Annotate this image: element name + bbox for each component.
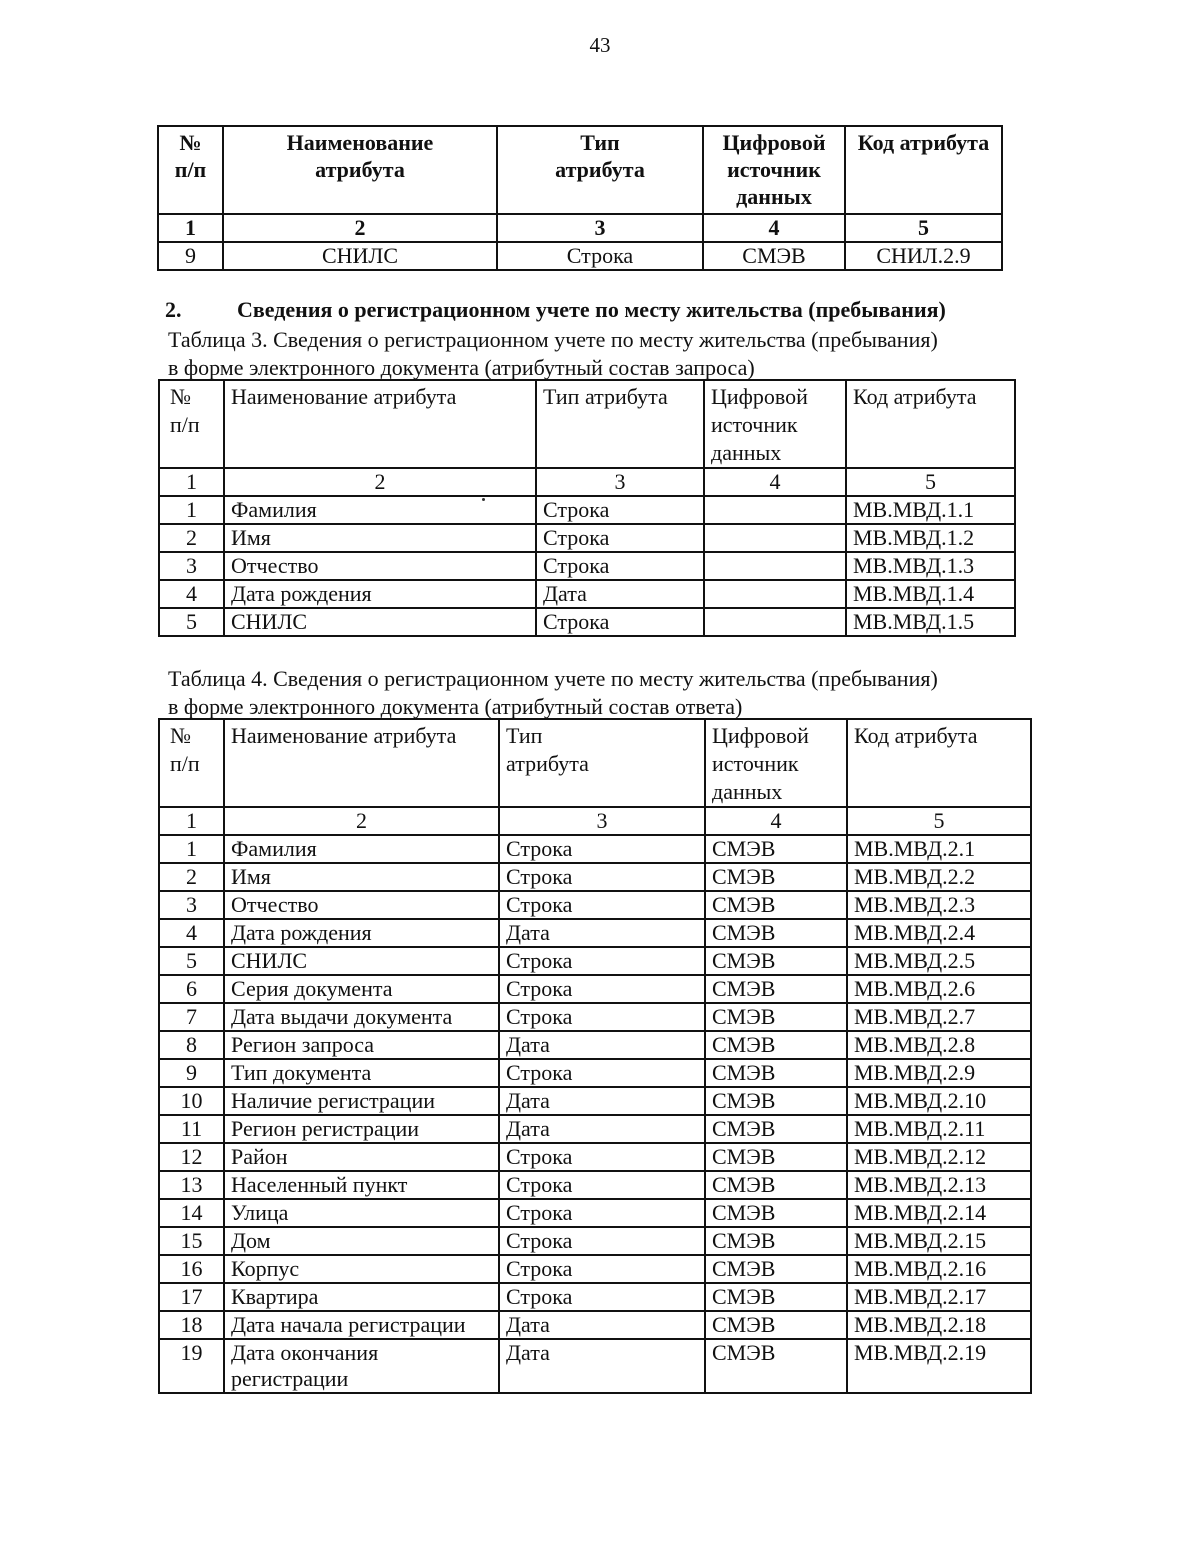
attribute-code: МВ.МВД.2.10 (847, 1087, 1031, 1115)
row-number: 2 (159, 863, 224, 891)
header-cell: № п/п (159, 719, 224, 807)
header-cell: Цифровой источник данных (705, 719, 847, 807)
data-source: СМЭВ (705, 1059, 847, 1087)
index-cell: 2 (224, 468, 536, 496)
table-row (159, 524, 1015, 552)
attribute-type: Строка (499, 835, 705, 863)
table-row (159, 947, 1031, 975)
data-source: СМЭВ (705, 1339, 847, 1393)
attribute-name: Имя (224, 524, 536, 552)
attribute-type: Дата (499, 1087, 705, 1115)
attribute-type: Дата (536, 580, 704, 608)
row-number: 13 (159, 1171, 224, 1199)
row-number: 2 (159, 524, 224, 552)
index-cell: 2 (223, 214, 497, 242)
attribute-type: Строка (499, 1143, 705, 1171)
attribute-code: МВ.МВД.2.6 (847, 975, 1031, 1003)
data-source: СМЭВ (705, 1115, 847, 1143)
data-source: СМЭВ (703, 242, 845, 270)
data-source: СМЭВ (705, 1003, 847, 1031)
column-index-row (159, 807, 1031, 835)
section-number: 2. (165, 297, 182, 322)
data-source: СМЭВ (705, 891, 847, 919)
attribute-type: Строка (499, 1003, 705, 1031)
data-source (704, 552, 846, 580)
index-cell: 1 (159, 807, 224, 835)
section-heading (165, 297, 946, 323)
attribute-name: Дата окончания регистрации (224, 1339, 499, 1393)
attribute-name: Дата рождения (224, 919, 499, 947)
data-source (704, 524, 846, 552)
row-number: 16 (159, 1255, 224, 1283)
attribute-type: Строка (536, 496, 704, 524)
index-cell: 2 (224, 807, 499, 835)
attribute-type: Строка (499, 863, 705, 891)
index-cell: 5 (847, 807, 1031, 835)
scan-speck (482, 498, 485, 501)
row-number: 4 (159, 580, 224, 608)
attribute-name: Тип документа (224, 1059, 499, 1087)
table3-caption-line2: в форме электронного документа (атрибутный состав запроса) (168, 355, 755, 380)
header-cell: Тип атрибута (536, 380, 704, 468)
attributes-table-continued (157, 125, 1003, 271)
data-source (704, 608, 846, 636)
attribute-code: МВ.МВД.2.17 (847, 1283, 1031, 1311)
row-number: 9 (159, 1059, 224, 1087)
attribute-type: Дата (499, 1115, 705, 1143)
attribute-name: Дата выдачи документа (224, 1003, 499, 1031)
attribute-code: МВ.МВД.2.16 (847, 1255, 1031, 1283)
table-row (159, 1115, 1031, 1143)
attribute-code: МВ.МВД.2.19 (847, 1339, 1031, 1393)
attribute-name: Отчество (224, 552, 536, 580)
table-row (158, 242, 1002, 270)
attribute-type: Строка (499, 1171, 705, 1199)
table-row (159, 835, 1031, 863)
table-row (159, 863, 1031, 891)
attribute-type: Дата (499, 1311, 705, 1339)
table-row (159, 1255, 1031, 1283)
attribute-name: Населенный пункт (224, 1171, 499, 1199)
attribute-name: Регион запроса (224, 1031, 499, 1059)
attribute-type: Строка (499, 1059, 705, 1087)
attribute-code: МВ.МВД.2.11 (847, 1115, 1031, 1143)
attribute-name: Фамилия (224, 496, 536, 524)
attribute-name: Дата начала регистрации (224, 1311, 499, 1339)
data-source: СМЭВ (705, 1227, 847, 1255)
attribute-code: МВ.МВД.2.2 (847, 863, 1031, 891)
attribute-name: Наличие регистрации (224, 1087, 499, 1115)
index-cell: 3 (536, 468, 704, 496)
column-index-row (159, 468, 1015, 496)
table-row (159, 919, 1031, 947)
data-source: СМЭВ (705, 1199, 847, 1227)
section-title: Сведения о регистрационном учете по месту жительства (пребывания) (237, 297, 946, 322)
table-row (159, 552, 1015, 580)
row-number: 8 (159, 1031, 224, 1059)
header-cell: Цифровой источник данных (703, 126, 845, 214)
row-number: 18 (159, 1311, 224, 1339)
data-source: СМЭВ (705, 947, 847, 975)
attribute-code: МВ.МВД.2.4 (847, 919, 1031, 947)
index-cell: 4 (705, 807, 847, 835)
page-number: 43 (589, 33, 611, 57)
index-cell: 1 (158, 214, 223, 242)
row-number: 5 (159, 608, 224, 636)
row-number: 4 (159, 919, 224, 947)
attribute-name: Квартира (224, 1283, 499, 1311)
attribute-code: МВ.МВД.2.8 (847, 1031, 1031, 1059)
row-number: 12 (159, 1143, 224, 1171)
table4-caption (168, 665, 938, 721)
data-source: СМЭВ (705, 835, 847, 863)
attribute-type: Строка (497, 242, 703, 270)
attribute-type: Строка (536, 552, 704, 580)
data-source: СМЭВ (705, 1143, 847, 1171)
row-number: 3 (159, 891, 224, 919)
table-row (159, 1059, 1031, 1087)
attribute-code: МВ.МВД.2.3 (847, 891, 1031, 919)
attribute-code: МВ.МВД.2.12 (847, 1143, 1031, 1171)
header-cell: Цифровой источник данных (704, 380, 846, 468)
attribute-name: Дата рождения (224, 580, 536, 608)
attribute-name: СНИЛС (223, 242, 497, 270)
attribute-name: Отчество (224, 891, 499, 919)
attribute-name: СНИЛС (224, 608, 536, 636)
attribute-type: Строка (499, 1283, 705, 1311)
attribute-code: МВ.МВД.1.3 (846, 552, 1015, 580)
row-number: 9 (158, 242, 223, 270)
header-cell: Код атрибута (846, 380, 1015, 468)
row-number: 14 (159, 1199, 224, 1227)
header-cell: Наименование атрибута (224, 719, 499, 807)
attribute-type: Дата (499, 1031, 705, 1059)
row-number: 17 (159, 1283, 224, 1311)
attribute-code: МВ.МВД.1.1 (846, 496, 1015, 524)
header-cell: Код атрибута (847, 719, 1031, 807)
header-cell: Тип атрибута (497, 126, 703, 214)
attribute-name: Дом (224, 1227, 499, 1255)
attribute-code: МВ.МВД.2.15 (847, 1227, 1031, 1255)
attribute-name: Фамилия (224, 835, 499, 863)
row-number: 10 (159, 1087, 224, 1115)
table-row (159, 1143, 1031, 1171)
attribute-code: МВ.МВД.2.7 (847, 1003, 1031, 1031)
attribute-type: Строка (499, 947, 705, 975)
header-cell: № п/п (158, 126, 223, 214)
attribute-code: МВ.МВД.1.2 (846, 524, 1015, 552)
attribute-name: Серия документа (224, 975, 499, 1003)
attribute-type: Строка (499, 891, 705, 919)
row-number: 7 (159, 1003, 224, 1031)
row-number: 19 (159, 1339, 224, 1393)
table-header-row (158, 126, 1002, 214)
attribute-code: МВ.МВД.1.4 (846, 580, 1015, 608)
attribute-type: Дата (499, 1339, 705, 1393)
header-cell: Тип атрибута (499, 719, 705, 807)
table-row (159, 1311, 1031, 1339)
index-cell: 5 (846, 468, 1015, 496)
attribute-type: Строка (499, 975, 705, 1003)
column-index-row (158, 214, 1002, 242)
attribute-code: МВ.МВД.2.14 (847, 1199, 1031, 1227)
data-source: СМЭВ (705, 863, 847, 891)
table-row (159, 1003, 1031, 1031)
request-attributes-table (158, 379, 1016, 637)
response-attributes-table (158, 718, 1032, 1394)
table3-caption-line1: Таблица 3. Сведения о регистрационном учете по месту жительства (пребывания) (168, 327, 938, 352)
header-cell: Наименование атрибута (224, 380, 536, 468)
row-number: 1 (159, 496, 224, 524)
table-row (159, 1031, 1031, 1059)
header-cell: Наименование атрибута (223, 126, 497, 214)
attribute-code: МВ.МВД.2.9 (847, 1059, 1031, 1087)
data-source: СМЭВ (705, 975, 847, 1003)
attribute-type: Строка (536, 524, 704, 552)
data-source: СМЭВ (705, 1255, 847, 1283)
attribute-name: Имя (224, 863, 499, 891)
index-cell: 4 (704, 468, 846, 496)
table-row (159, 1227, 1031, 1255)
table-row (159, 1171, 1031, 1199)
table-row (159, 1339, 1031, 1393)
table4-caption-line1: Таблица 4. Сведения о регистрационном учете по месту жительства (пребывания) (168, 666, 938, 691)
attribute-code: МВ.МВД.2.1 (847, 835, 1031, 863)
table3-caption (168, 326, 938, 382)
attribute-name: Корпус (224, 1255, 499, 1283)
table-header-row (159, 719, 1031, 807)
row-number: 11 (159, 1115, 224, 1143)
index-cell: 3 (499, 807, 705, 835)
data-source: СМЭВ (705, 1311, 847, 1339)
data-source: СМЭВ (705, 1087, 847, 1115)
table-row (159, 580, 1015, 608)
table-row (159, 1087, 1031, 1115)
data-source: СМЭВ (705, 1031, 847, 1059)
table-row (159, 608, 1015, 636)
attribute-code: МВ.МВД.1.5 (846, 608, 1015, 636)
index-cell: 1 (159, 468, 224, 496)
row-number: 6 (159, 975, 224, 1003)
row-number: 15 (159, 1227, 224, 1255)
attribute-code: МВ.МВД.2.13 (847, 1171, 1031, 1199)
header-cell: № п/п (159, 380, 224, 468)
attribute-type: Строка (499, 1199, 705, 1227)
row-number: 5 (159, 947, 224, 975)
row-number: 3 (159, 552, 224, 580)
table4-caption-line2: в форме электронного документа (атрибутный состав ответа) (168, 694, 743, 719)
row-number: 1 (159, 835, 224, 863)
index-cell: 3 (497, 214, 703, 242)
data-source (704, 580, 846, 608)
table-row (159, 1199, 1031, 1227)
attribute-type: Строка (499, 1227, 705, 1255)
attribute-name: Улица (224, 1199, 499, 1227)
header-cell: Код атрибута (845, 126, 1002, 214)
attribute-name: СНИЛС (224, 947, 499, 975)
data-source: СМЭВ (705, 1283, 847, 1311)
attribute-type: Дата (499, 919, 705, 947)
table-row (159, 496, 1015, 524)
attribute-type: Строка (499, 1255, 705, 1283)
data-source (704, 496, 846, 524)
attribute-code: МВ.МВД.2.18 (847, 1311, 1031, 1339)
attribute-name: Район (224, 1143, 499, 1171)
data-source: СМЭВ (705, 919, 847, 947)
attribute-type: Строка (536, 608, 704, 636)
table-row (159, 975, 1031, 1003)
index-cell: 4 (703, 214, 845, 242)
index-cell: 5 (845, 214, 1002, 242)
table-row (159, 891, 1031, 919)
attribute-code: МВ.МВД.2.5 (847, 947, 1031, 975)
data-source: СМЭВ (705, 1171, 847, 1199)
attribute-name: Регион регистрации (224, 1115, 499, 1143)
table-row (159, 1283, 1031, 1311)
attribute-code: СНИЛ.2.9 (845, 242, 1002, 270)
table-header-row (159, 380, 1015, 468)
